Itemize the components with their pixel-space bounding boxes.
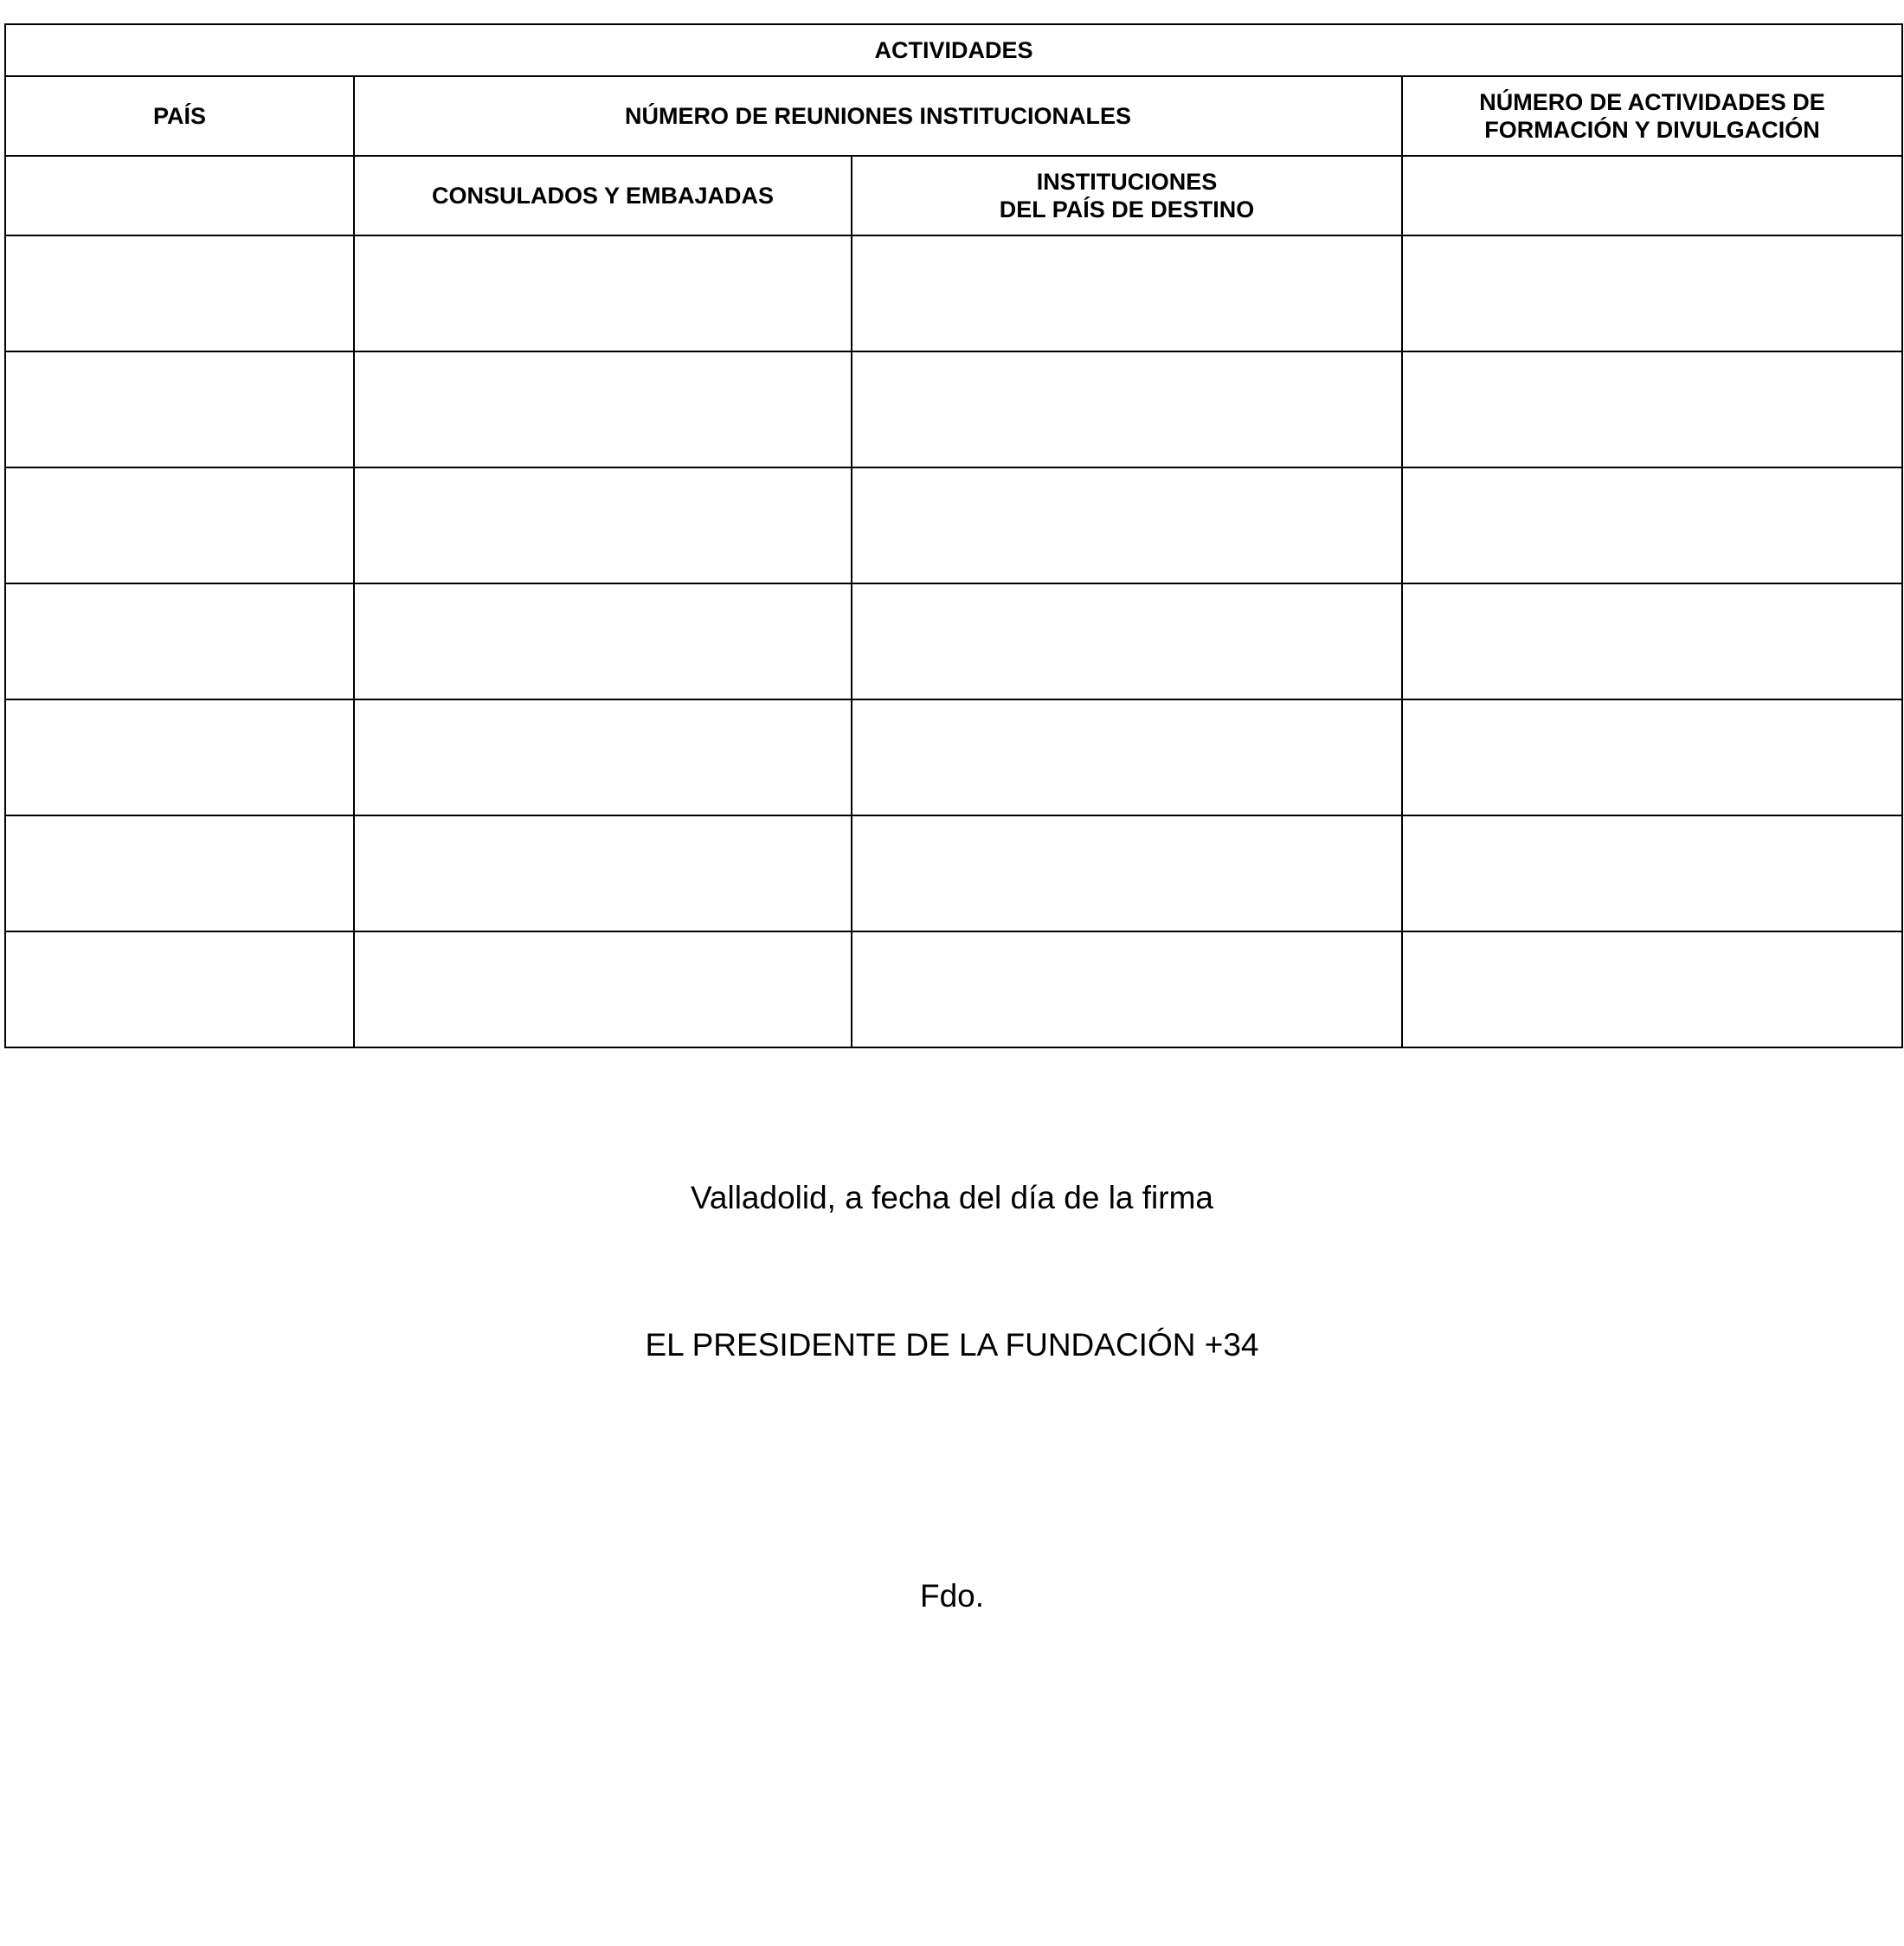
cell-consulates[interactable]	[354, 583, 852, 699]
cell-country[interactable]	[5, 931, 354, 1047]
cell-consulates[interactable]	[354, 815, 852, 931]
subheader-empty-training	[1402, 156, 1902, 235]
cell-institutions[interactable]	[852, 467, 1402, 583]
header-training-activities-line2: FORMACIÓN Y DIVULGACIÓN	[1484, 117, 1820, 143]
table-row	[5, 699, 1902, 815]
subheader-institutions-line2: DEL PAÍS DE DESTINO	[999, 197, 1255, 222]
header-training-activities	[1402, 76, 1902, 156]
cell-country[interactable]	[5, 467, 354, 583]
cell-consulates[interactable]	[354, 235, 852, 351]
subheader-institutions	[852, 156, 1402, 235]
header-country: PAÍS	[5, 76, 354, 156]
cell-country[interactable]	[5, 235, 354, 351]
activities-table	[4, 23, 1903, 1048]
cell-institutions[interactable]	[852, 583, 1402, 699]
cell-consulates[interactable]	[354, 931, 852, 1047]
cell-training[interactable]	[1402, 235, 1902, 351]
table-subheader-row	[5, 156, 1902, 235]
signatory-title: EL PRESIDENTE DE LA FUNDACIÓN +34	[645, 1327, 1259, 1363]
cell-consulates[interactable]	[354, 351, 852, 467]
signature-line: Fdo.	[919, 1578, 985, 1614]
table-title-row	[5, 24, 1902, 76]
place-date: Valladolid, a fecha del día de la firma	[690, 1180, 1213, 1215]
cell-training[interactable]	[1402, 815, 1902, 931]
table-row	[5, 815, 1902, 931]
cell-consulates[interactable]	[354, 699, 852, 815]
cell-country[interactable]	[5, 583, 354, 699]
table-header-row	[5, 76, 1902, 156]
cell-consulates[interactable]	[354, 467, 852, 583]
cell-institutions[interactable]	[852, 815, 1402, 931]
cell-training[interactable]	[1402, 931, 1902, 1047]
table-row	[5, 235, 1902, 351]
header-institutional-meetings: NÚMERO DE REUNIONES INSTITUCIONALES	[354, 76, 1402, 156]
subheader-consulates: CONSULADOS Y EMBAJADAS	[354, 156, 852, 235]
table-title: ACTIVIDADES	[5, 24, 1902, 76]
subheader-institutions-line1: INSTITUCIONES	[1036, 169, 1218, 195]
cell-training[interactable]	[1402, 351, 1902, 467]
cell-training[interactable]	[1402, 699, 1902, 815]
table-row	[5, 467, 1902, 583]
cell-country[interactable]	[5, 815, 354, 931]
cell-country[interactable]	[5, 351, 354, 467]
table-row	[5, 583, 1902, 699]
cell-training[interactable]	[1402, 583, 1902, 699]
header-training-activities-line1: NÚMERO DE ACTIVIDADES DE	[1479, 89, 1825, 115]
cell-institutions[interactable]	[852, 931, 1402, 1047]
cell-institutions[interactable]	[852, 699, 1402, 815]
table-row	[5, 351, 1902, 467]
table-row	[5, 931, 1902, 1047]
cell-training[interactable]	[1402, 467, 1902, 583]
cell-institutions[interactable]	[852, 351, 1402, 467]
cell-country[interactable]	[5, 699, 354, 815]
subheader-empty-country	[5, 156, 354, 235]
cell-institutions[interactable]	[852, 235, 1402, 351]
